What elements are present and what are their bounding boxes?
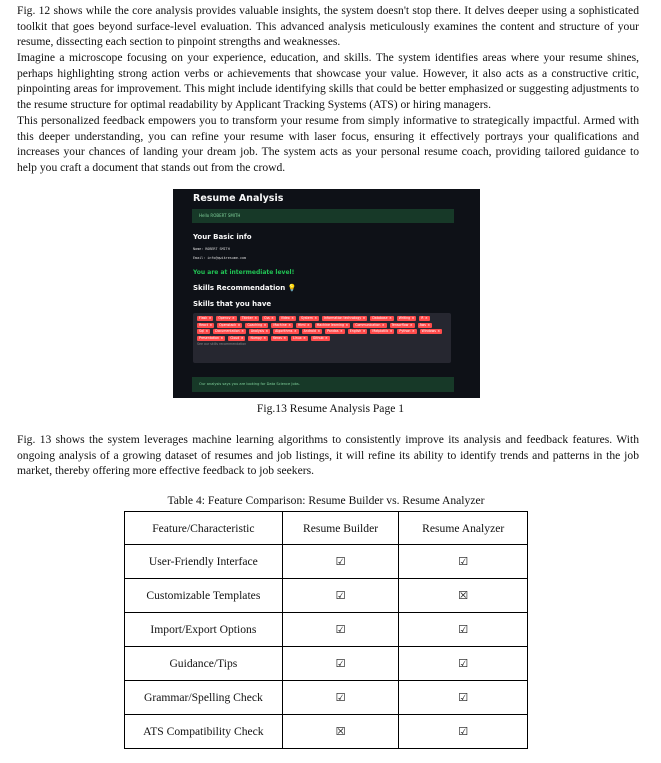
skill-chip-label: System	[300, 316, 313, 320]
close-icon[interactable]: ×	[263, 335, 267, 340]
builder-check-cell: ☑	[282, 681, 399, 715]
feature-comparison-table	[124, 511, 528, 749]
close-icon[interactable]: ×	[389, 316, 392, 320]
close-icon[interactable]: ×	[291, 316, 294, 320]
feature-cell: User-Friendly Interface	[125, 545, 283, 579]
close-icon[interactable]: ×	[240, 335, 244, 340]
name-line: Name: ROBERT SMITH	[193, 247, 230, 251]
table-header-row	[125, 512, 528, 545]
close-icon[interactable]: ×	[437, 329, 441, 333]
builder-check-cell: ☑	[282, 579, 399, 613]
skill-chip-label: Coaching	[247, 322, 263, 327]
close-icon[interactable]: ×	[288, 322, 291, 327]
close-icon[interactable]: ×	[362, 316, 366, 320]
skill-chip[interactable]	[248, 336, 268, 341]
close-icon[interactable]: ×	[265, 329, 269, 333]
skill-chip-list	[197, 316, 447, 341]
skill-chip[interactable]	[420, 329, 442, 334]
paragraph-fig13-ml: Fig. 13 shows the system leverages machine learning algorithms to consistently improve its analysis and feedback features. With ongoing analysis of a growing dataset of resumes and job listings, it will refine its ability to identify trends and patterns in the job market, thereby offering more effective feedback to job seekers.	[17, 433, 639, 477]
skill-chip-label: Presentation	[199, 335, 220, 340]
skill-chip-label: Flask	[199, 316, 208, 320]
skills-tag-input[interactable]	[193, 313, 451, 363]
skill-chip[interactable]	[348, 329, 368, 334]
skill-chip[interactable]	[296, 323, 312, 328]
close-icon[interactable]: ×	[263, 322, 267, 327]
analyzer-check-cell: ☑	[399, 715, 528, 749]
skill-chip[interactable]	[390, 323, 415, 328]
skill-chip-label: Communication	[355, 322, 381, 327]
close-icon[interactable]: ×	[209, 322, 213, 327]
skill-chip[interactable]	[291, 336, 308, 341]
header-resume-analyzer: Resume Analyzer	[399, 512, 528, 545]
skill-chip[interactable]	[249, 329, 270, 334]
close-icon[interactable]: ×	[205, 329, 209, 333]
skill-chip-label: Windows	[421, 329, 436, 333]
skill-chip[interactable]	[370, 329, 394, 334]
skill-chip-label: Machine learning	[316, 322, 345, 327]
skill-chip-label: English	[349, 329, 362, 333]
skill-chip[interactable]	[353, 323, 386, 328]
skill-chip-label: Numpy	[250, 335, 262, 340]
skill-chip-label: Machine	[273, 322, 287, 327]
skill-chip[interactable]	[370, 316, 393, 321]
skill-chip-label: Writing	[398, 316, 411, 320]
skill-chip[interactable]	[302, 329, 323, 334]
skill-chip[interactable]	[299, 316, 319, 321]
close-icon[interactable]: ×	[345, 322, 349, 327]
close-icon[interactable]: ×	[254, 316, 258, 320]
table-row	[125, 647, 528, 681]
close-icon[interactable]: ×	[409, 322, 413, 327]
skill-chip[interactable]	[197, 329, 210, 334]
table-caption: Table 4: Feature Comparison: Resume Builder vs. Resume Analyzer	[167, 494, 485, 507]
analysis-result-banner: Our analysis says you are looking for Data Science Jobs.	[192, 377, 454, 392]
skill-chip-label: Video	[280, 316, 290, 320]
close-icon[interactable]: ×	[427, 322, 431, 327]
skill-chip-label: Database	[372, 316, 388, 320]
skill-chip-label: Cloud	[230, 335, 240, 340]
skill-chip[interactable]	[419, 316, 429, 321]
skill-chip-label: Tensorflow	[391, 322, 409, 327]
skill-chip-label: Pandas	[327, 329, 339, 333]
skill-chip[interactable]	[197, 336, 225, 341]
paragraph-fig12-intro: Fig. 12 shows while the core analysis provides valuable insights, the system doesn't stop there. It delves deeper using a sophisticated toolkit that goes beyond surface-level evaluation. This advanced analysis meticulously examines the content and structure of your resume, dissecting each section to pinpoint strengths and weaknesses.	[17, 4, 639, 48]
table-row	[125, 715, 528, 749]
close-icon[interactable]: ×	[232, 316, 235, 320]
skill-chip[interactable]	[325, 329, 345, 334]
skills-placeholder: See our skills recommendation	[197, 341, 247, 346]
skill-chip-label: Css	[264, 316, 270, 320]
skill-chip[interactable]	[240, 316, 259, 321]
skill-chip-label: Openstack	[219, 322, 237, 327]
skill-chip[interactable]	[228, 336, 245, 341]
close-icon[interactable]: ×	[381, 322, 385, 327]
skill-chip-label: Html	[297, 322, 306, 327]
close-icon[interactable]: ×	[220, 335, 224, 340]
close-icon[interactable]: ×	[325, 335, 328, 340]
close-icon[interactable]: ×	[307, 322, 310, 327]
skill-chip[interactable]	[397, 316, 417, 321]
table-row	[125, 545, 528, 579]
skill-chip-label: Analysis	[250, 329, 264, 333]
analyzer-check-cell: ☑	[399, 647, 528, 681]
skill-chip-label: Matplotlib	[372, 329, 389, 333]
skill-chip-label: Sql	[199, 329, 204, 333]
email-line: Email: info@qwikresume.com	[193, 256, 247, 260]
close-icon[interactable]: ×	[425, 316, 428, 320]
skill-chip[interactable]	[245, 323, 268, 328]
close-icon[interactable]: ×	[237, 322, 241, 327]
skill-chip-label: Python	[399, 329, 411, 333]
skill-chip[interactable]	[197, 316, 213, 321]
builder-check-cell: ☒	[282, 715, 399, 749]
skill-chip[interactable]	[322, 316, 367, 321]
builder-check-cell: ☑	[282, 545, 399, 579]
analyzer-check-cell: ☑	[399, 545, 528, 579]
hello-banner: Hello ROBERT SMITH	[192, 209, 454, 223]
close-icon[interactable]: ×	[208, 316, 212, 320]
close-icon[interactable]: ×	[241, 329, 244, 333]
header-feature: Feature/Characteristic	[125, 512, 283, 545]
paragraph-microscope: Imagine a microscope focusing on your experience, education, and skills. The system identifies areas where your resume shines, perhaps highlighting strong action verbs or achievements that showcase your value. However, it also acts as a constructive critic, pinpointing areas for improvement. This might include identifying skills that could be better emphasized or suggesting adjustments to the resume structure for optimal readability by Applicant Tracking Systems (ATS) or hiring managers.	[17, 51, 639, 111]
close-icon[interactable]: ×	[411, 316, 415, 320]
analyzer-check-cell: ☒	[399, 579, 528, 613]
skill-chip[interactable]	[279, 316, 296, 321]
skill-chip[interactable]	[315, 323, 351, 328]
skill-chip[interactable]	[217, 323, 242, 328]
feature-cell: Guidance/Tips	[125, 647, 283, 681]
close-icon[interactable]: ×	[293, 329, 297, 333]
close-icon[interactable]: ×	[317, 329, 321, 333]
skill-chip-label: Algorithms	[275, 329, 293, 333]
skill-chip-label: Aws	[419, 322, 426, 327]
skill-chip[interactable]	[271, 336, 288, 341]
lightbulb-icon: 💡	[287, 284, 297, 292]
skill-chip[interactable]	[262, 316, 276, 321]
figure-caption: Fig.13 Resume Analysis Page 1	[256, 402, 405, 415]
skill-chip-label: Android	[303, 329, 316, 333]
paragraph-personalized-feedback: This personalized feedback empowers you to transform your resume from simply informative to strategically impactful. Armed with this deeper understanding, you can refine your resume with laser focus, ensuring it effectively portrays your qualifications and increases your chances of landing your dream job. The system acts as your personal resume coach, providing tailored guidance to help you craft a document that stands out from the crowd.	[17, 114, 639, 174]
skill-chip[interactable]	[271, 323, 293, 328]
skill-chip[interactable]	[216, 316, 236, 321]
skill-chip[interactable]	[273, 329, 298, 334]
skill-chip-label: React	[199, 322, 208, 327]
close-icon[interactable]: ×	[303, 335, 306, 340]
resume-analysis-figure	[173, 189, 480, 398]
skill-chip[interactable]	[197, 323, 214, 328]
skill-chip[interactable]	[418, 323, 433, 328]
header-resume-builder: Resume Builder	[282, 512, 399, 545]
skill-chip-label: Linux	[293, 335, 302, 340]
skill-chip-label: Github	[312, 335, 324, 340]
analyzer-check-cell: ☑	[399, 613, 528, 647]
builder-check-cell: ☑	[282, 647, 399, 681]
analyzer-check-cell: ☑	[399, 681, 528, 715]
feature-cell: ATS Compatibility Check	[125, 715, 283, 749]
feature-cell: Grammar/Spelling Check	[125, 681, 283, 715]
close-icon[interactable]: ×	[389, 329, 393, 333]
table-row	[125, 681, 528, 715]
skill-chip-label: Keras	[273, 335, 282, 340]
skill-chip-label: Documentation	[215, 329, 240, 333]
skill-chip[interactable]	[397, 329, 416, 334]
figure-app-title: Resume Analysis	[193, 193, 284, 204]
skill-chip-label: R	[421, 316, 424, 320]
builder-check-cell: ☑	[282, 613, 399, 647]
close-icon[interactable]: ×	[271, 316, 274, 320]
level-message: You are at intermediate level!	[193, 269, 295, 276]
table-row	[125, 613, 528, 647]
feature-cell: Import/Export Options	[125, 613, 283, 647]
skill-chip-label: Information technology	[324, 316, 362, 320]
close-icon[interactable]: ×	[411, 329, 415, 333]
table-row	[125, 579, 528, 613]
skill-chip[interactable]	[213, 329, 246, 334]
skill-chip-label: Opencv	[218, 316, 231, 320]
close-icon[interactable]: ×	[362, 329, 366, 333]
skills-have-heading: Skills that you have	[193, 300, 272, 308]
close-icon[interactable]: ×	[314, 316, 317, 320]
skill-chip[interactable]	[311, 336, 330, 341]
close-icon[interactable]: ×	[283, 335, 287, 340]
basic-info-heading: Your Basic info	[193, 233, 252, 241]
skill-chip-label: Tkinter	[241, 316, 253, 320]
skills-recommendation-heading: Skills Recommendation 💡	[193, 284, 297, 292]
close-icon[interactable]: ×	[340, 329, 343, 333]
feature-cell: Customizable Templates	[125, 579, 283, 613]
